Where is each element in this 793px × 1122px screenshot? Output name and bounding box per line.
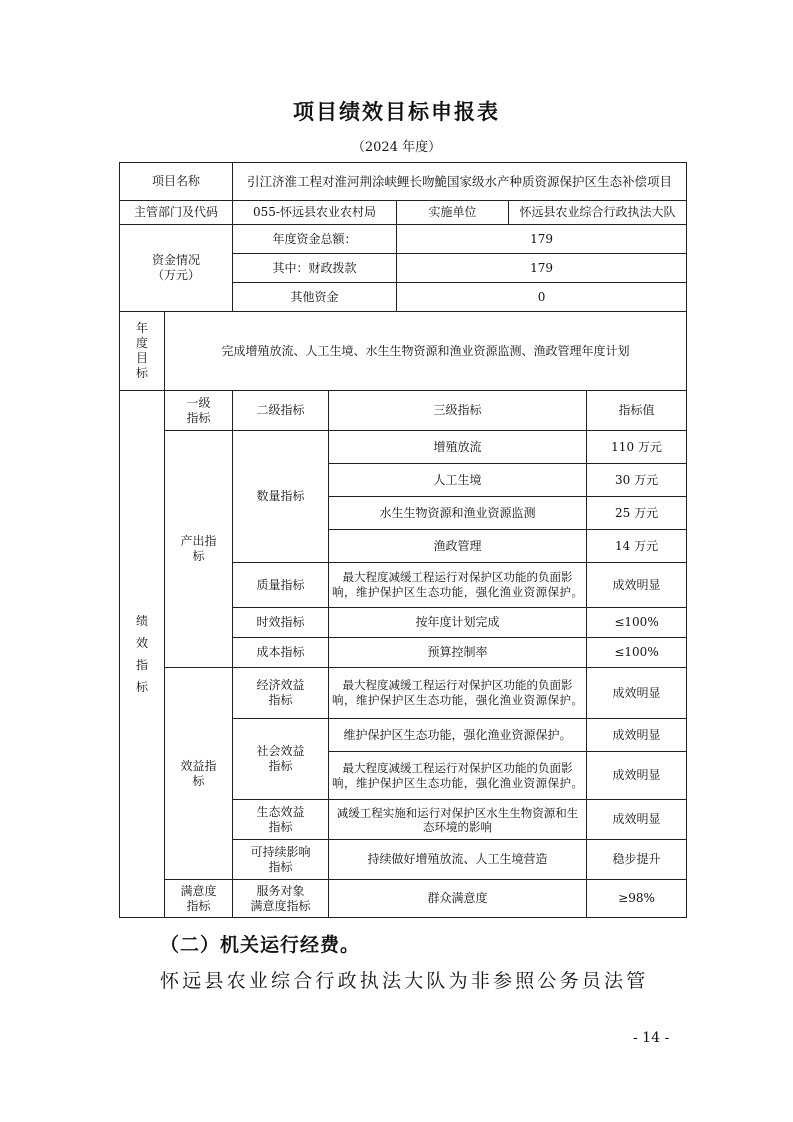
quality-indicator-value: 成效明显 xyxy=(587,563,687,608)
performance-table xyxy=(119,162,687,918)
quantity-item: 人工生境 xyxy=(329,464,587,497)
time-indicator-text: 按年度计划完成 xyxy=(329,608,587,638)
table-row xyxy=(120,201,687,225)
cost-indicator-label: 成本指标 xyxy=(233,638,329,668)
benefit-indicator-label xyxy=(165,668,233,880)
ecological-label-line: 生态效益 xyxy=(256,804,305,819)
economic-label-line: 经济效益 xyxy=(256,678,305,692)
page-number: - 14 - xyxy=(633,1030,670,1046)
goal-label-char: 年 xyxy=(135,321,148,335)
cost-indicator-text: 预算控制率 xyxy=(329,638,587,668)
table-row xyxy=(120,880,687,918)
body-paragraph: 怀远县农业综合行政执法大队为非参照公务员法管 xyxy=(160,970,649,992)
time-indicator-label: 时效指标 xyxy=(233,608,329,638)
sustainability-indicator-text: 持续做好增殖放流、人工生境营造 xyxy=(329,840,587,880)
header-level1-line: 指标 xyxy=(186,410,211,425)
social-label-line: 指标 xyxy=(268,759,293,773)
quantity-item: 增殖放流 xyxy=(329,431,587,464)
header-level1-line: 一级 xyxy=(186,395,211,410)
social-label-line: 社会效益 xyxy=(256,744,305,758)
funds-label-line: 资金情况 xyxy=(152,253,201,267)
header-value: 指标值 xyxy=(587,391,687,431)
header-level1 xyxy=(165,391,233,431)
output-label-line: 产出指 xyxy=(180,534,217,548)
annual-goal-label xyxy=(120,312,165,391)
section-label-char: 标 xyxy=(135,680,148,694)
impl-value: 怀远县农业综合行政执法大队 xyxy=(509,201,687,225)
ecological-indicator-text: 减缓工程实施和运行对保护区水生生物资源和生态环境的影响 xyxy=(329,800,587,840)
other-funds-label: 其他资金 xyxy=(233,283,397,312)
satisfaction-label-line: 满意度 xyxy=(180,883,217,898)
social-indicator-text: 维护保护区生态功能，强化渔业资源保护。 xyxy=(329,719,587,752)
dept-label: 主管部门及代码 xyxy=(120,201,233,225)
goal-label-char: 目 xyxy=(135,351,148,365)
page-title: 项目绩效目标申报表 xyxy=(293,100,500,124)
other-funds-value: 0 xyxy=(397,283,687,312)
project-name-label: 项目名称 xyxy=(120,163,233,201)
satisfaction-label-line: 指标 xyxy=(186,898,211,913)
service-label-line: 满意度指标 xyxy=(250,898,311,913)
quantity-item: 水生生物资源和渔业资源监测 xyxy=(329,497,587,530)
funds-label-unit: （万元） xyxy=(152,268,201,282)
economic-indicator-value: 成效明显 xyxy=(587,668,687,719)
table-row xyxy=(120,312,687,391)
social-indicator-label xyxy=(233,719,329,800)
annual-goal-value: 完成增殖放流、人工生境、水生生物资源和渔业资源监测、渔政管理年度计划 xyxy=(165,312,687,391)
funds-label xyxy=(120,225,233,312)
service-label-line: 服务对象 xyxy=(256,883,305,898)
output-label-line: 标 xyxy=(192,549,205,563)
quality-indicator-label: 质量指标 xyxy=(233,563,329,608)
section-heading: （二）机关运行经费。 xyxy=(160,934,361,956)
quantity-item: 渔政管理 xyxy=(329,530,587,563)
quantity-value: 25 万元 xyxy=(587,497,687,530)
section-label-char: 绩 xyxy=(135,614,148,628)
goal-label-char: 标 xyxy=(135,366,148,380)
cost-indicator-value: ≤100% xyxy=(587,638,687,668)
sustainability-label-line: 指标 xyxy=(268,859,293,874)
satisfaction-indicator-value: ≥98% xyxy=(587,880,687,918)
project-name-value: 引江济淮工程对淮河荆涂峡鲤长吻鮠国家级水产种质资源保护区生态补偿项目 xyxy=(233,163,687,201)
goal-label-char: 度 xyxy=(135,336,148,350)
total-funds-value: 179 xyxy=(397,225,687,254)
header-level2: 二级指标 xyxy=(233,391,329,431)
social-indicator-value: 成效明显 xyxy=(587,719,687,752)
time-indicator-value: ≤100% xyxy=(587,608,687,638)
economic-label-line: 指标 xyxy=(268,693,293,707)
section-label-char: 指 xyxy=(135,658,148,672)
satisfaction-indicator-label xyxy=(165,880,233,918)
page-subtitle: （2024 年度） xyxy=(351,140,442,155)
table-row xyxy=(120,431,687,464)
impl-label: 实施单位 xyxy=(397,201,509,225)
sustainability-indicator-label xyxy=(233,840,329,880)
economic-indicator-label xyxy=(233,668,329,719)
sustainability-label-line: 可持续影响 xyxy=(250,844,311,859)
fiscal-funds-value: 179 xyxy=(397,254,687,283)
table-row xyxy=(120,668,687,719)
economic-indicator-text: 最大程度减缓工程运行对保护区功能的负面影响，维护保护区生态功能，强化渔业资源保护。 xyxy=(329,668,587,719)
fiscal-funds-label: 其中：财政拨款 xyxy=(233,254,397,283)
table-row xyxy=(120,163,687,201)
quantity-indicator-label: 数量指标 xyxy=(233,431,329,563)
service-satisfaction-label xyxy=(233,880,329,918)
dept-value: 055-怀远县农业农村局 xyxy=(233,201,397,225)
quantity-value: 110 万元 xyxy=(587,431,687,464)
output-indicator-label xyxy=(165,431,233,668)
quality-indicator-text: 最大程度减缓工程运行对保护区功能的负面影响，维护保护区生态功能，强化渔业资源保护。 xyxy=(329,563,587,608)
ecological-indicator-value: 成效明显 xyxy=(587,800,687,840)
social-indicator-value: 成效明显 xyxy=(587,752,687,800)
table-row xyxy=(120,225,687,254)
sustainability-indicator-value: 稳步提升 xyxy=(587,840,687,880)
satisfaction-indicator-text: 群众满意度 xyxy=(329,880,587,918)
ecological-label-line: 指标 xyxy=(268,819,293,834)
performance-section-label xyxy=(120,391,165,918)
quantity-value: 14 万元 xyxy=(587,530,687,563)
benefit-label-line: 标 xyxy=(192,773,205,788)
section-label-char: 效 xyxy=(135,636,148,650)
quantity-value: 30 万元 xyxy=(587,464,687,497)
total-funds-label: 年度资金总额： xyxy=(233,225,397,254)
social-indicator-text: 最大程度减缓工程运行对保护区功能的负面影响，维护保护区生态功能，强化渔业资源保护。 xyxy=(329,752,587,800)
benefit-label-line: 效益指 xyxy=(180,758,217,773)
ecological-indicator-label xyxy=(233,800,329,840)
table-row xyxy=(120,391,687,431)
header-level3: 三级指标 xyxy=(329,391,587,431)
